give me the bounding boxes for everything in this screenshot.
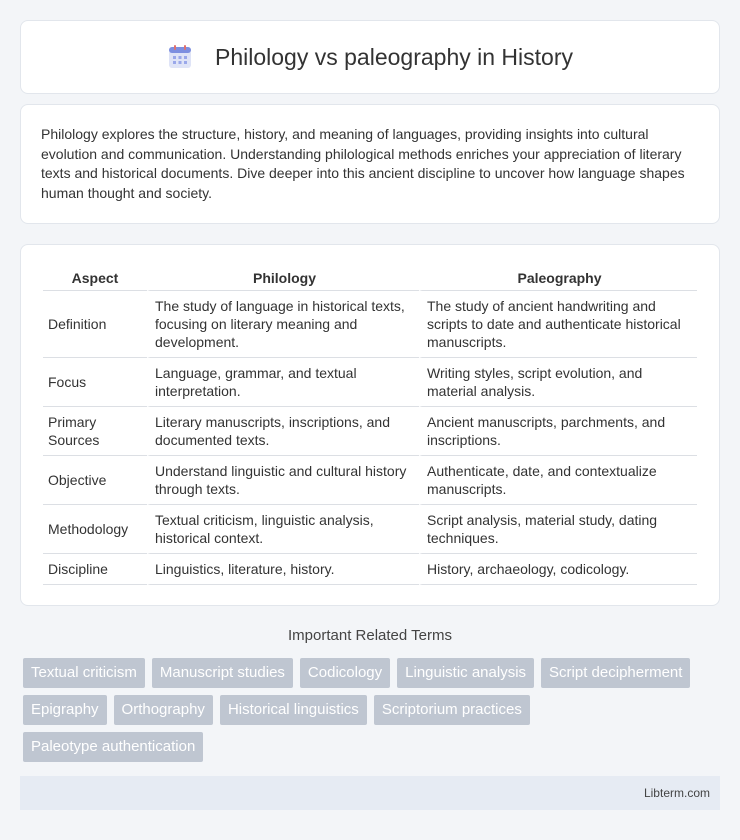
row-philology: Textual criticism, linguistic analysis, historical context. <box>147 505 419 554</box>
page-title: Philology vs paleography in History <box>215 43 573 70</box>
comparison-card <box>20 244 720 606</box>
table-row <box>43 358 697 407</box>
row-philology: Language, grammar, and textual interpretation. <box>147 358 419 407</box>
tag-orthography[interactable]: Orthography <box>114 695 213 725</box>
tag-paleotype-authentication[interactable]: Paleotype authentication <box>23 732 203 762</box>
row-philology: Linguistics, literature, history. <box>147 554 419 585</box>
header-philology: Philology <box>147 265 419 291</box>
row-aspect: Definition <box>43 291 147 358</box>
table-row <box>43 291 697 358</box>
intro-card <box>20 104 720 224</box>
table-header-row <box>43 265 697 291</box>
tag-linguistic-analysis[interactable]: Linguistic analysis <box>397 658 534 688</box>
row-paleography: Script analysis, material study, dating techniques. <box>419 505 697 554</box>
related-terms-list <box>23 658 723 769</box>
row-paleography: Authenticate, date, and contextualize manuscripts. <box>419 456 697 505</box>
tag-textual-criticism[interactable]: Textual criticism <box>23 658 145 688</box>
footer-link[interactable]: Libterm.com <box>643 786 710 800</box>
row-aspect: Objective <box>43 456 147 505</box>
title-card <box>20 20 720 94</box>
footer <box>20 776 720 810</box>
intro-text: Philology explores the structure, history, and meaning of languages, providing insights into cultural evolution and communication. Understanding philological methods enriches your appreciation of literary texts and historical documents. Dive deeper into this ancient discipline to uncover how language shapes human thought and society. <box>41 126 685 201</box>
related-terms-title: Important Related Terms <box>288 627 452 644</box>
row-aspect: Primary Sources <box>43 407 147 456</box>
tag-script-decipherment[interactable]: Script decipherment <box>541 658 690 688</box>
row-aspect: Methodology <box>43 505 147 554</box>
row-paleography: Writing styles, script evolution, and material analysis. <box>419 358 697 407</box>
table-row <box>43 505 697 554</box>
comparison-table <box>43 265 697 585</box>
row-aspect: Focus <box>43 358 147 407</box>
tag-epigraphy[interactable]: Epigraphy <box>23 695 107 725</box>
header-aspect: Aspect <box>43 265 147 291</box>
row-aspect: Discipline <box>43 554 147 585</box>
tag-historical-linguistics[interactable]: Historical linguistics <box>220 695 367 725</box>
table-row <box>43 456 697 505</box>
row-philology: The study of language in historical texts, focusing on literary meaning and development. <box>147 291 419 358</box>
tag-scriptorium-practices[interactable]: Scriptorium practices <box>374 695 530 725</box>
table-row <box>43 554 697 585</box>
table-row <box>43 407 697 456</box>
row-paleography: Ancient manuscripts, parchments, and inscriptions. <box>419 407 697 456</box>
row-paleography: The study of ancient handwriting and scripts to date and authenticate historical manuscripts. <box>419 291 697 358</box>
calendar-icon <box>167 44 193 70</box>
header-paleography: Paleography <box>419 265 697 291</box>
tag-codicology[interactable]: Codicology <box>300 658 390 688</box>
tag-manuscript-studies[interactable]: Manuscript studies <box>152 658 293 688</box>
row-philology: Literary manuscripts, inscriptions, and documented texts. <box>147 407 419 456</box>
row-paleography: History, archaeology, codicology. <box>419 554 697 585</box>
row-philology: Understand linguistic and cultural history through texts. <box>147 456 419 505</box>
